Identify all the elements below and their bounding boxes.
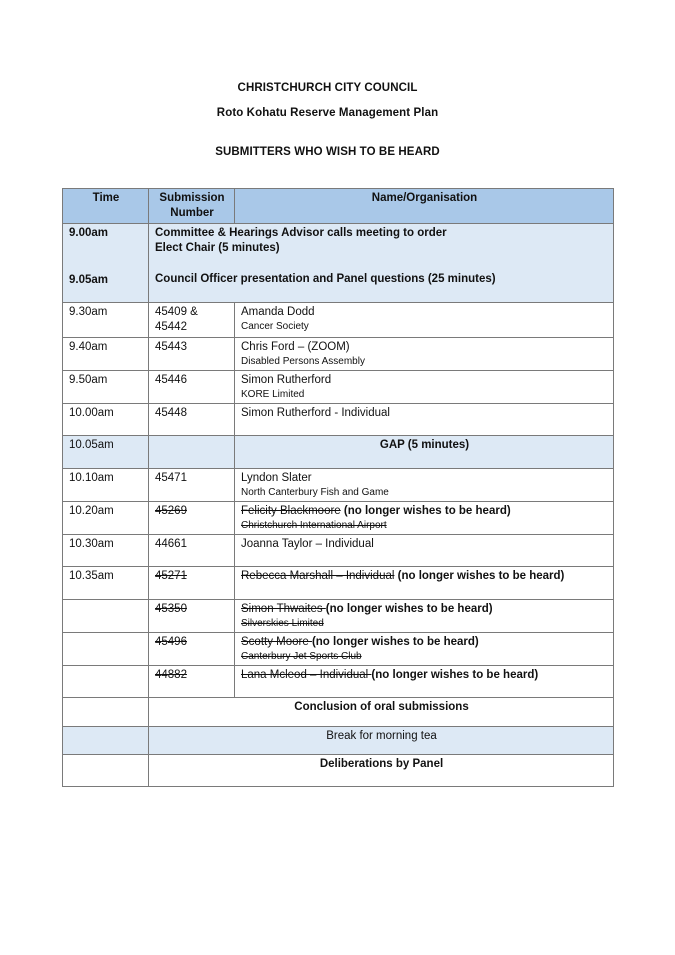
hearing-schedule-table <box>62 188 614 787</box>
row-name <box>235 600 614 633</box>
submitter-organisation: Cancer Society <box>241 321 309 332</box>
submitter-organisation: Silverskies Limited <box>241 618 324 629</box>
row-name <box>235 338 614 371</box>
opening-time-1: 9.00am <box>69 227 109 239</box>
opening-time-2: 9.05am <box>69 274 109 286</box>
submitter-name: Chris Ford – (ZOOM) <box>241 341 350 353</box>
row-time <box>63 633 149 666</box>
withdrawn-note: (no longer wishes to be heard) <box>311 636 479 648</box>
row-name <box>235 502 614 535</box>
withdrawn-note: (no longer wishes to be heard) <box>343 505 511 517</box>
row-name <box>235 404 614 436</box>
table-row <box>63 303 614 338</box>
conclusion-label: Conclusion of oral submissions <box>149 698 614 727</box>
row-submission: 45496 <box>149 633 235 666</box>
submitter-line <box>241 635 608 650</box>
break-row <box>63 727 614 755</box>
row-time: 10.30am <box>63 535 149 567</box>
table-row <box>63 469 614 502</box>
row-name <box>235 633 614 666</box>
header-submission-number: Submission Number <box>149 189 235 224</box>
submitter-organisation: Christchurch International Airport <box>241 520 387 531</box>
deliberations-row <box>63 755 614 787</box>
submitter-name: Amanda Dodd <box>241 306 315 318</box>
opening-text-2: Elect Chair (5 minutes) <box>155 242 280 254</box>
gap-row <box>63 436 614 469</box>
submitter-organisation: Canterbury Jet Sports Club <box>241 651 362 662</box>
row-submission: 45350 <box>149 600 235 633</box>
submitter-name: Simon Thwaites <box>241 603 326 615</box>
row-time: 10.35am <box>63 567 149 600</box>
submitter-line <box>241 668 608 683</box>
submission-number: 45409 & <box>155 306 198 318</box>
submitter-name: Felicity Blackmoore <box>241 505 341 517</box>
conclusion-time <box>63 698 149 727</box>
header-time: Time <box>63 189 149 224</box>
row-time: 10.00am <box>63 404 149 436</box>
withdrawn-note: (no longer wishes to be heard) <box>325 603 493 615</box>
opening-text <box>149 224 614 303</box>
table-row <box>63 535 614 567</box>
row-name <box>235 535 614 567</box>
opening-text-3: Council Officer presentation and Panel questions (25 minutes) <box>155 273 496 285</box>
opening-text-1: Committee & Hearings Advisor calls meeting to order <box>155 227 447 239</box>
submitter-line <box>241 504 608 519</box>
council-title: CHRISTCHURCH CITY COUNCIL <box>237 82 418 94</box>
table-header-row <box>63 189 614 224</box>
row-time: 9.40am <box>63 338 149 371</box>
row-submission <box>149 303 235 338</box>
section-title: SUBMITTERS WHO WISH TO BE HEARD <box>215 146 440 158</box>
gap-time: 10.05am <box>63 436 149 469</box>
table-row <box>63 371 614 404</box>
submitter-organisation: KORE Limited <box>241 389 305 400</box>
table-row <box>63 600 614 633</box>
deliberations-time <box>63 755 149 787</box>
row-name <box>235 303 614 338</box>
row-time: 10.10am <box>63 469 149 502</box>
plan-title: Roto Kohatu Reserve Management Plan <box>216 107 439 119</box>
opening-times <box>63 224 149 303</box>
submitter-line <box>241 569 608 584</box>
withdrawn-note: (no longer wishes to be heard) <box>371 669 539 681</box>
withdrawn-note: (no longer wishes to be heard) <box>397 570 565 582</box>
row-submission: 45448 <box>149 404 235 436</box>
header-name-organisation: Name/Organisation <box>235 189 614 224</box>
submission-number: 45442 <box>155 321 187 333</box>
row-time: 10.20am <box>63 502 149 535</box>
gap-label: GAP (5 minutes) <box>235 436 614 469</box>
submitter-name: Lyndon Slater <box>241 472 312 484</box>
row-time: 9.30am <box>63 303 149 338</box>
submitter-name: Scotty Moore <box>241 636 312 648</box>
submitter-organisation: Disabled Persons Assembly <box>241 356 365 367</box>
submitter-name: Simon Rutherford - Individual <box>241 407 390 419</box>
row-submission: 45446 <box>149 371 235 404</box>
submitter-name: Simon Rutherford <box>241 374 332 386</box>
row-name <box>235 469 614 502</box>
row-submission: 45271 <box>149 567 235 600</box>
submitter-organisation: North Canterbury Fish and Game <box>241 487 389 498</box>
break-time <box>63 727 149 755</box>
row-submission: 44661 <box>149 535 235 567</box>
table-row <box>63 338 614 371</box>
row-name <box>235 666 614 698</box>
table-row <box>63 404 614 436</box>
submitter-name: Joanna Taylor – Individual <box>241 538 374 550</box>
gap-submission <box>149 436 235 469</box>
break-label: Break for morning tea <box>149 727 614 755</box>
deliberations-label: Deliberations by Panel <box>149 755 614 787</box>
conclusion-row <box>63 698 614 727</box>
row-submission: 45443 <box>149 338 235 371</box>
row-name <box>235 567 614 600</box>
table-row <box>63 633 614 666</box>
submitter-name: Rebecca Marshall – Individual <box>241 570 395 582</box>
table-row <box>63 666 614 698</box>
row-time <box>63 666 149 698</box>
table-row <box>63 502 614 535</box>
row-submission: 45471 <box>149 469 235 502</box>
row-submission: 44882 <box>149 666 235 698</box>
row-submission: 45269 <box>149 502 235 535</box>
table-row <box>63 567 614 600</box>
opening-row <box>63 224 614 303</box>
submitter-line <box>241 602 608 617</box>
row-time: 9.50am <box>63 371 149 404</box>
row-time <box>63 600 149 633</box>
row-name <box>235 371 614 404</box>
submitter-name: Lana Mcleod – Individual <box>241 669 372 681</box>
